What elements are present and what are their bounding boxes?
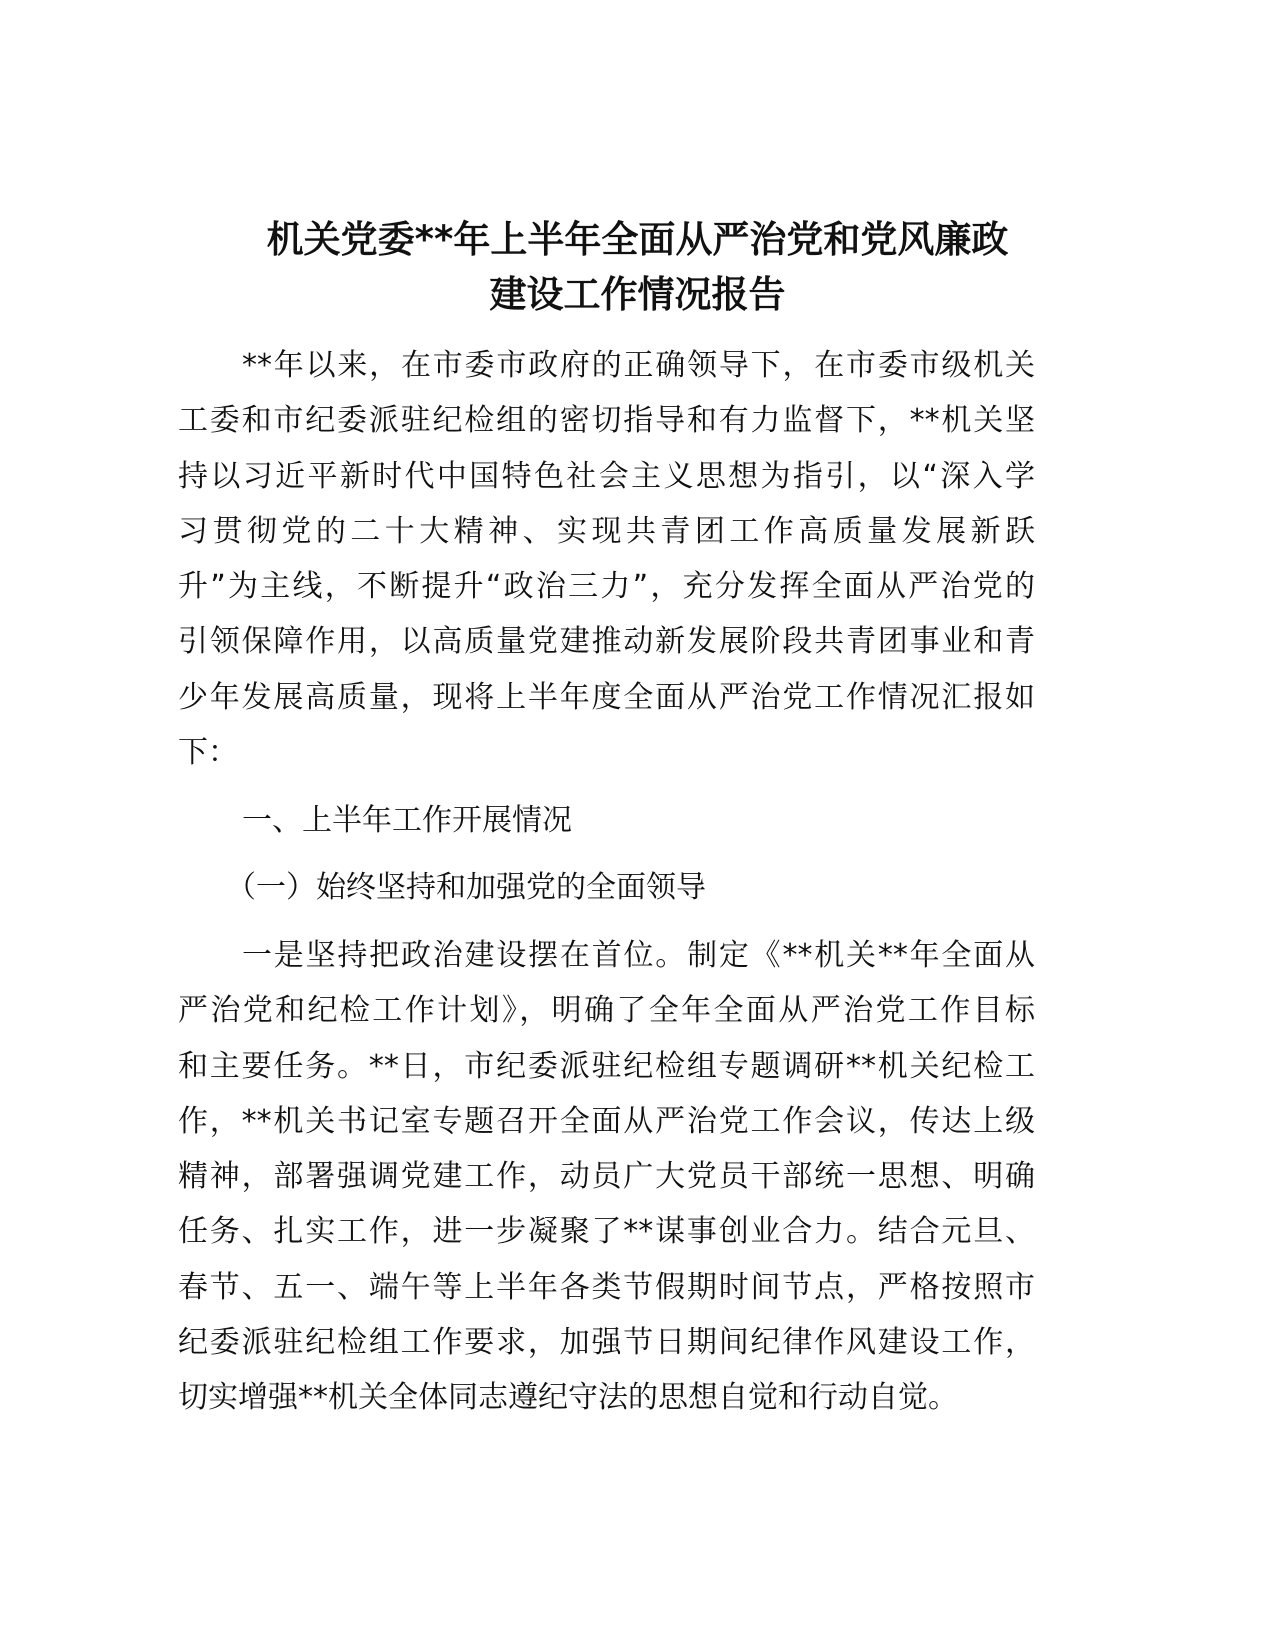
intro-paragraph bbox=[178, 338, 1035, 780]
subsection-heading: （一）始终坚持和加强党的全面领导 bbox=[226, 870, 706, 905]
document-title bbox=[150, 212, 1125, 322]
text-line: 任务、扎实工作，进一步凝聚了**谋事创业合力。结合元旦、 bbox=[178, 1214, 1035, 1250]
text-line: 春节、五一、端午等上半年各类节假期时间节点，严格按照市 bbox=[178, 1269, 1035, 1305]
title-line: 机关党委**年上半年全面从严治党和党风廉政 bbox=[266, 218, 1009, 261]
body-paragraph bbox=[178, 928, 1035, 1426]
text-line: 严治党和纪检工作计划》，明确了全年全面从严治党工作目标 bbox=[178, 993, 1035, 1029]
title-line: 建设工作情况报告 bbox=[489, 273, 786, 316]
text-line: **年以来，在市委市政府的正确领导下，在市委市级机关 bbox=[242, 348, 1035, 383]
text-line: 作，**机关书记室专题召开全面从严治党工作会议，传达上级 bbox=[178, 1103, 1035, 1139]
section-heading-container bbox=[178, 793, 1035, 848]
text-line: 引领保障作用，以高质量党建推动新发展阶段共青团事业和青 bbox=[178, 624, 1035, 660]
text-line: 习贯彻党的二十大精神、实现共青团工作高质量发展新跃 bbox=[178, 513, 1035, 549]
text-line: 工委和市纪委派驻纪检组的密切指导和有力监督下，**机关坚 bbox=[178, 403, 1035, 439]
section-heading: 一、上半年工作开展情况 bbox=[242, 803, 572, 838]
text-line: 下： bbox=[178, 735, 238, 771]
text-line: 纪委派驻纪检组工作要求，加强节日期间纪律作风建设工作， bbox=[178, 1325, 1035, 1361]
text-line: 切实增强**机关全体同志遵纪守法的思想自觉和行动自觉。 bbox=[178, 1380, 958, 1416]
text-line: 升”为主线，不断提升“政治三力”，充分发挥全面从严治党的 bbox=[178, 569, 1035, 605]
text-line: 持以习近平新时代中国特色社会主义思想为指引，以“深入学 bbox=[178, 458, 1035, 494]
text-line: 一是坚持把政治建设摆在首位。制定《**机关**年全面从 bbox=[242, 938, 1035, 973]
text-line: 少年发展高质量，现将上半年度全面从严治党工作情况汇报如 bbox=[178, 679, 1035, 715]
subsection-heading-container bbox=[178, 860, 1035, 915]
text-line: 和主要任务。**日，市纪委派驻纪检组专题调研**机关纪检工 bbox=[178, 1048, 1035, 1084]
text-line: 精神，部署强调党建工作，动员广大党员干部统一思想、明确 bbox=[178, 1159, 1035, 1195]
